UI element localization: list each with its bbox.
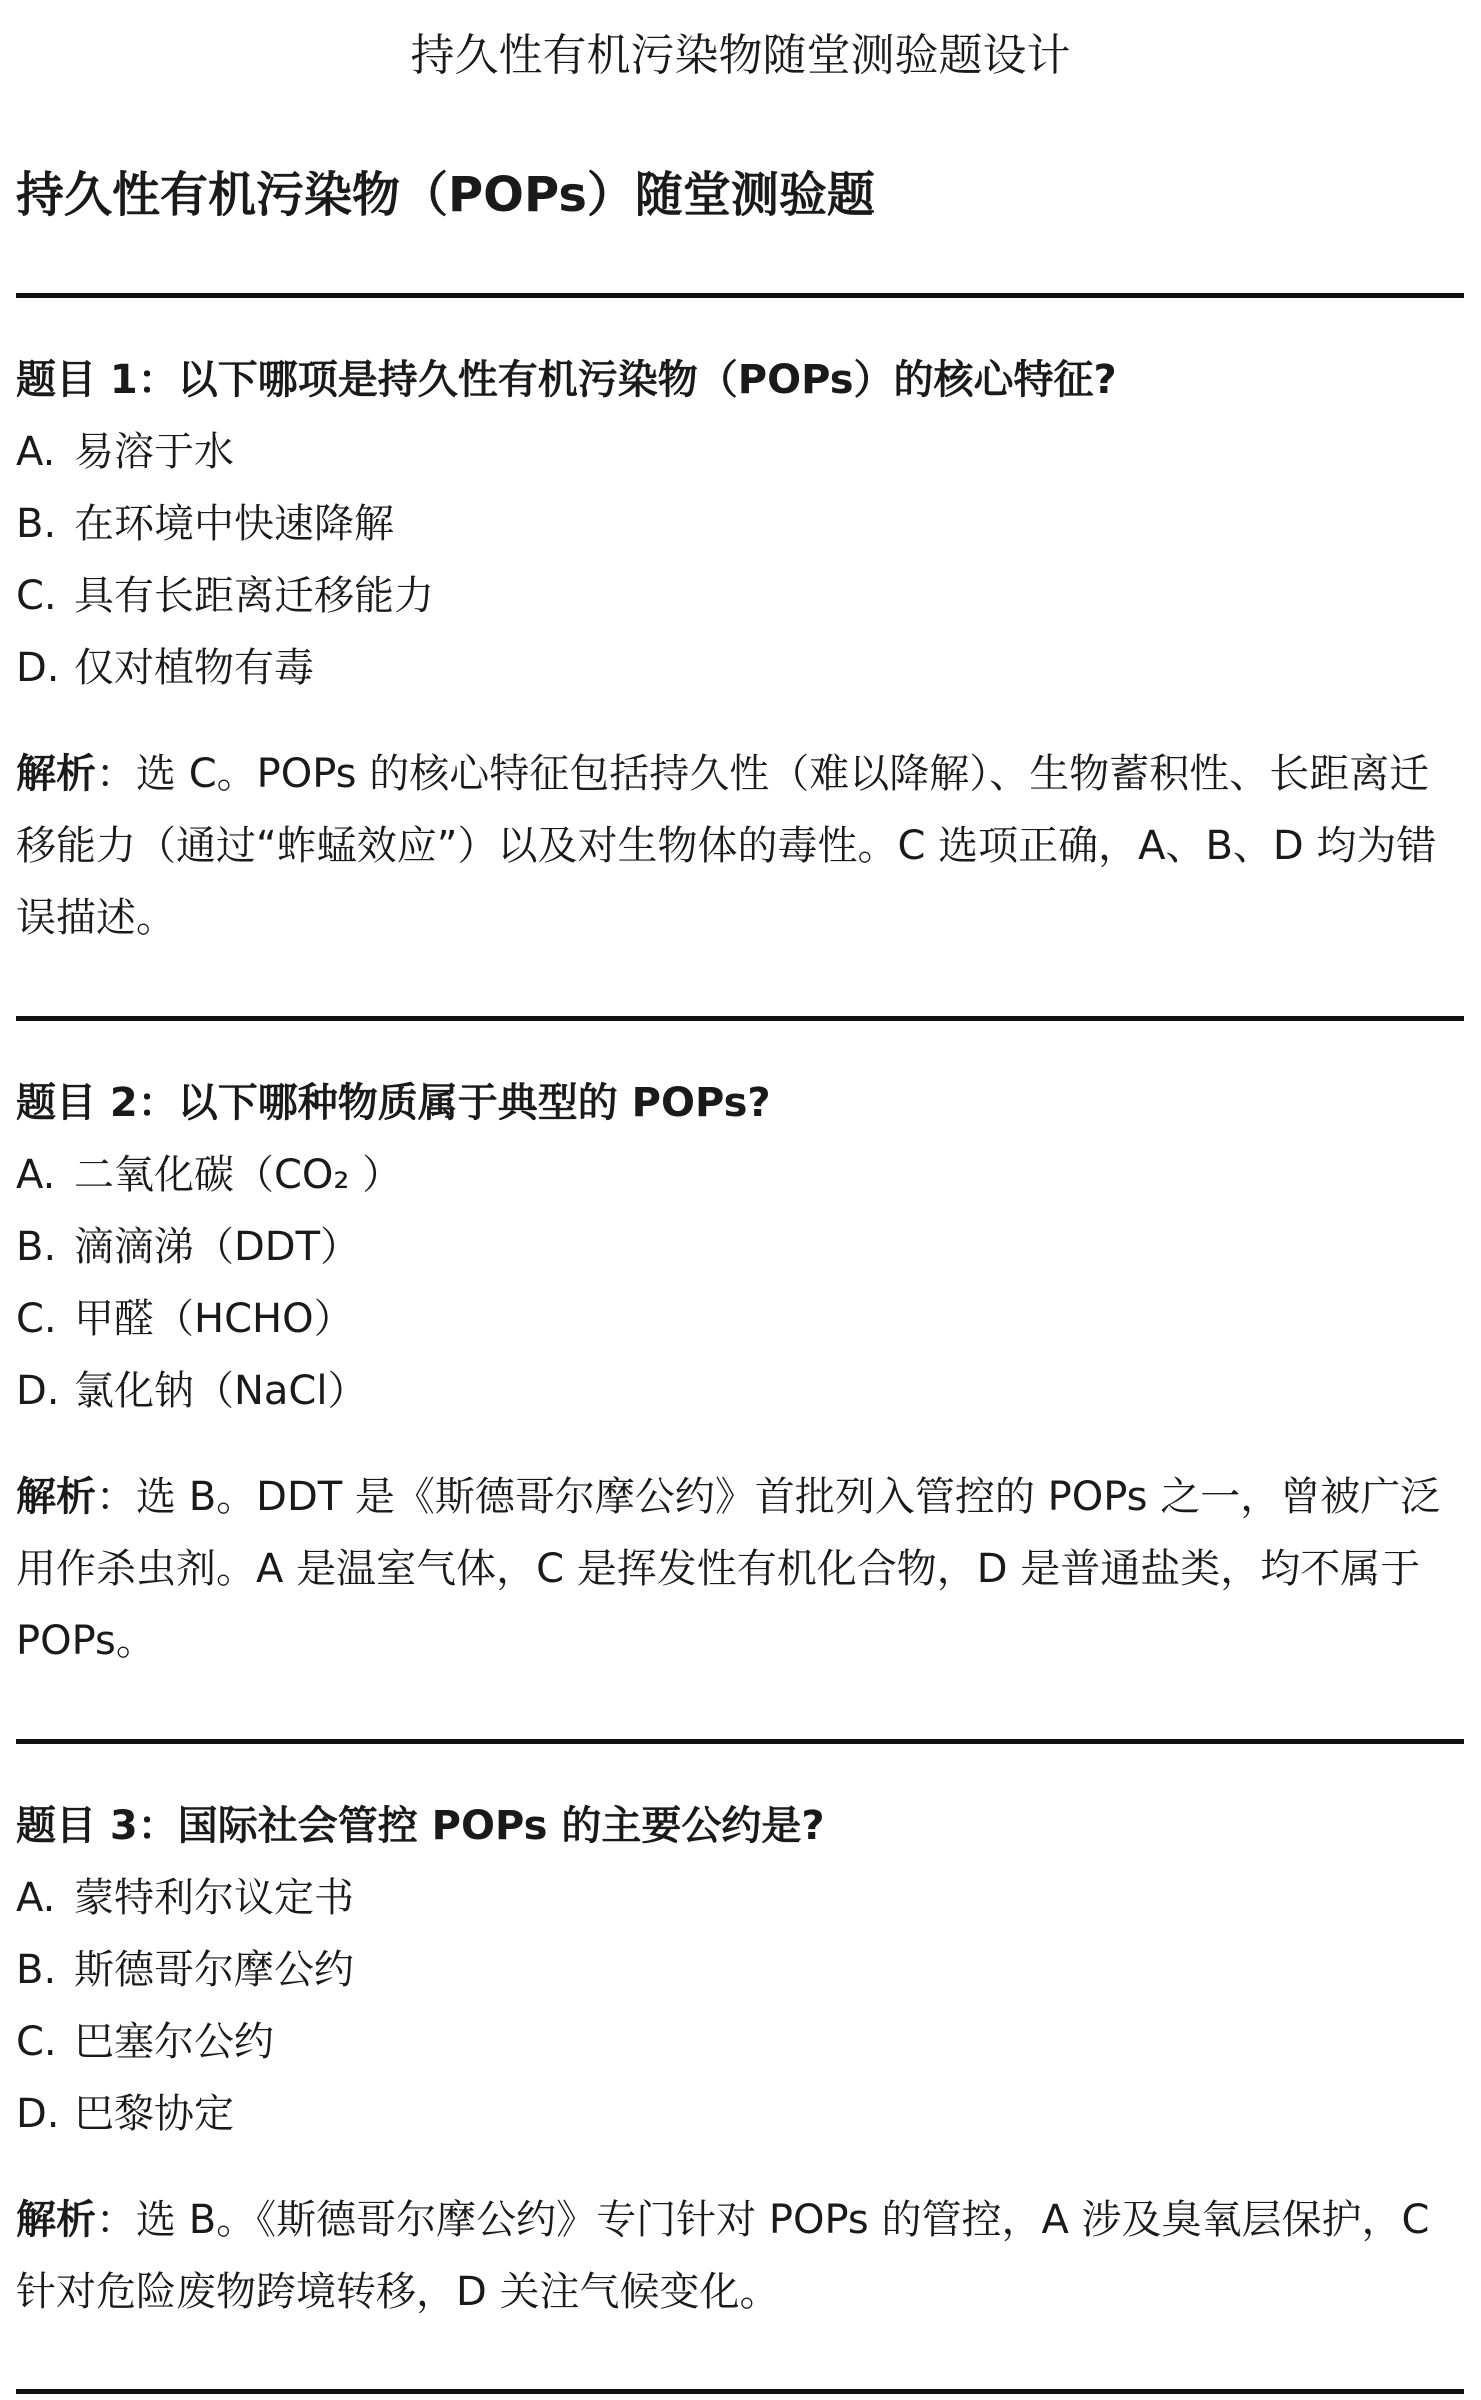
option-text: 巴塞尔公约 (74, 2019, 274, 2065)
option-key: B. (16, 501, 57, 547)
option-text: 巴黎协定 (74, 2091, 234, 2137)
option-key: D. (16, 2091, 60, 2137)
option-text: 斯德哥尔摩公约 (74, 1947, 354, 1993)
option-a (16, 416, 1466, 488)
option-key: A. (16, 1875, 56, 1921)
question-1 (16, 344, 1466, 954)
analysis (16, 2184, 1466, 2328)
option-key: A. (16, 429, 56, 475)
question-title: 题目 3：国际社会管控 POPs 的主要公约是? (16, 1803, 825, 1849)
option-text: 甲醛（HCHO） (74, 1296, 354, 1342)
option-text: 具有长距离迁移能力 (74, 573, 434, 619)
analysis (16, 1461, 1466, 1677)
option-b (16, 1211, 1466, 1283)
option-key: B. (16, 1947, 57, 1993)
option-key: B. (16, 1224, 57, 1270)
option-key: D. (16, 645, 60, 691)
option-d (16, 2078, 1466, 2150)
option-b (16, 1934, 1466, 2006)
option-a (16, 1139, 1466, 1211)
option-b (16, 488, 1466, 560)
option-d (16, 1355, 1466, 1427)
option-key: C. (16, 1296, 57, 1342)
option-key: D. (16, 1368, 60, 1414)
option-key: C. (16, 573, 57, 619)
analysis-label: 解析 (16, 751, 96, 797)
option-text: 仅对植物有毒 (74, 645, 314, 691)
divider (16, 1016, 1464, 1021)
analysis (16, 738, 1466, 954)
analysis-text: ：选 C。POPs 的核心特征包括持久性（难以降解）、生物蓄积性、长距离迁移能力（通过“蚱蜢效应”）以及对生物体的毒性。C 选项正确，A、B、D 均为错误描述。 (16, 751, 1437, 941)
option-key: C. (16, 2019, 57, 2065)
option-text: 蒙特利尔议定书 (74, 1875, 354, 1921)
option-text: 在环境中快速降解 (74, 501, 394, 547)
option-text: 二氧化碳（CO₂ ） (74, 1152, 403, 1198)
divider (16, 293, 1464, 298)
question-title: 题目 1：以下哪项是持久性有机污染物（POPs）的核心特征? (16, 357, 1117, 403)
divider (16, 1739, 1464, 1744)
question-3 (16, 1790, 1466, 2328)
analysis-label: 解析 (16, 1474, 96, 1520)
option-text: 氯化钠（NaCl） (74, 1368, 368, 1414)
analysis-label: 解析 (16, 2197, 96, 2243)
option-c (16, 1283, 1466, 1355)
analysis-text: ：选 B。DDT 是《斯德哥尔摩公约》首批列入管控的 POPs 之一，曾被广泛用作杀虫剂。A 是温室气体，C 是挥发性有机化合物，D 是普通盐类，均不属于 POPs。 (16, 1474, 1441, 1664)
option-c (16, 560, 1466, 632)
option-text: 滴滴涕（DDT） (74, 1224, 361, 1270)
option-a (16, 1862, 1466, 1934)
question-title: 题目 2：以下哪种物质属于典型的 POPs? (16, 1080, 771, 1126)
divider (16, 2389, 1464, 2394)
question-2 (16, 1067, 1466, 1677)
option-text: 易溶于水 (74, 429, 234, 475)
option-c (16, 2006, 1466, 2078)
page-heading: 持久性有机污染物（POPs）随堂测验题 (16, 167, 875, 223)
analysis-text: ：选 B。《斯德哥尔摩公约》专门针对 POPs 的管控，A 涉及臭氧层保护，C 针对危险废物跨境转移，D 关注气候变化。 (16, 2197, 1430, 2315)
document-title: 持久性有机污染物随堂测验题设计 (410, 30, 1071, 81)
option-key: A. (16, 1152, 56, 1198)
option-d (16, 632, 1466, 704)
